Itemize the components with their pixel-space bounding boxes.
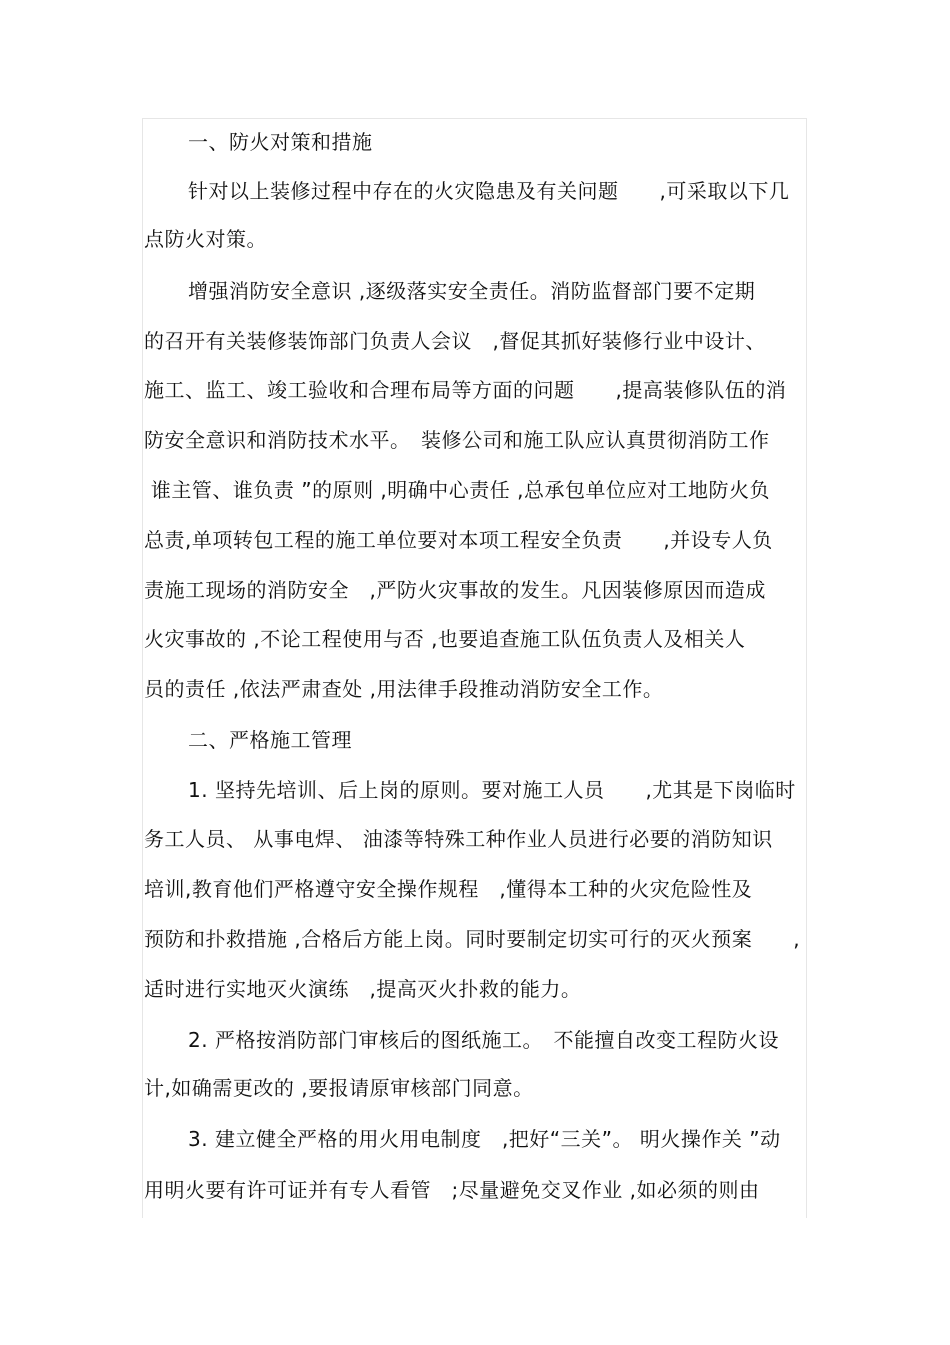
paragraph-line: 总责,单项转包工程的施工单位要对本项工程安全负责 ,并设专人负: [144, 528, 773, 552]
paragraph-line: 2. 严格按消防部门审核后的图纸施工。 不能擅自改变工程防火设: [188, 1028, 779, 1052]
paragraph-line: 针对以上装修过程中存在的火灾隐患及有关问题 ,可采取以下几: [188, 179, 790, 203]
paragraph-line: 务工人员、 从事电焊、 油漆等特殊工种作业人员进行必要的消防知识: [144, 827, 773, 851]
paragraph-line: 1. 坚持先培训、后上岗的原则。要对施工人员 ,尤其是下岗临时: [188, 778, 796, 802]
paragraph-line: 点防火对策。: [144, 227, 267, 251]
paragraph-line: 施工、监工、竣工验收和合理布局等方面的问题 ,提高装修队伍的消: [144, 378, 787, 402]
paragraph-line: 增强消防安全意识 ,逐级落实安全责任。消防监督部门要不定期: [188, 279, 756, 303]
heading-construction-management: 二、严格施工管理: [188, 728, 352, 752]
heading-fire-prevention: 一、防火对策和措施: [188, 130, 373, 154]
paragraph-line: 员的责任 ,依法严肃查处 ,用法律手段推动消防安全工作。: [144, 677, 664, 701]
paragraph-line: 培训,教育他们严格遵守安全操作规程 ,懂得本工种的火灾危险性及: [144, 877, 753, 901]
paragraph-line: 预防和扑救措施 ,合格后方能上岗。同时要制定切实可行的灭火预案 ,: [144, 927, 801, 951]
paragraph-line: 适时进行实地灭火演练 ,提高灭火扑救的能力。: [144, 977, 582, 1001]
paragraph-line: 防安全意识和消防技术水平。 装修公司和施工队应认真贯彻消防工作: [144, 428, 770, 452]
paragraph-line: 谁主管、谁负责 ”的原则 ,明确中心责任 ,总承包单位应对工地防火负: [144, 478, 771, 502]
paragraph-line: 火灾事故的 ,不论工程使用与否 ,也要追查施工队伍负责人及相关人: [144, 627, 746, 651]
paragraph-line: 的召开有关装修装饰部门负责人会议 ,督促其抓好装修行业中设计、: [144, 329, 766, 353]
paragraph-line: 责施工现场的消防安全 ,严防火灾事故的发生。凡因装修原因而造成: [144, 578, 766, 602]
paragraph-line: 用明火要有许可证并有专人看管 ;尽量避免交叉作业 ,如必须的则由: [144, 1178, 760, 1202]
paragraph-line: 计,如确需更改的 ,要报请原审核部门同意。: [144, 1076, 534, 1100]
paragraph-line: 3. 建立健全严格的用火用电制度 ,把好“三关”。 明火操作关 ”动: [188, 1127, 781, 1151]
